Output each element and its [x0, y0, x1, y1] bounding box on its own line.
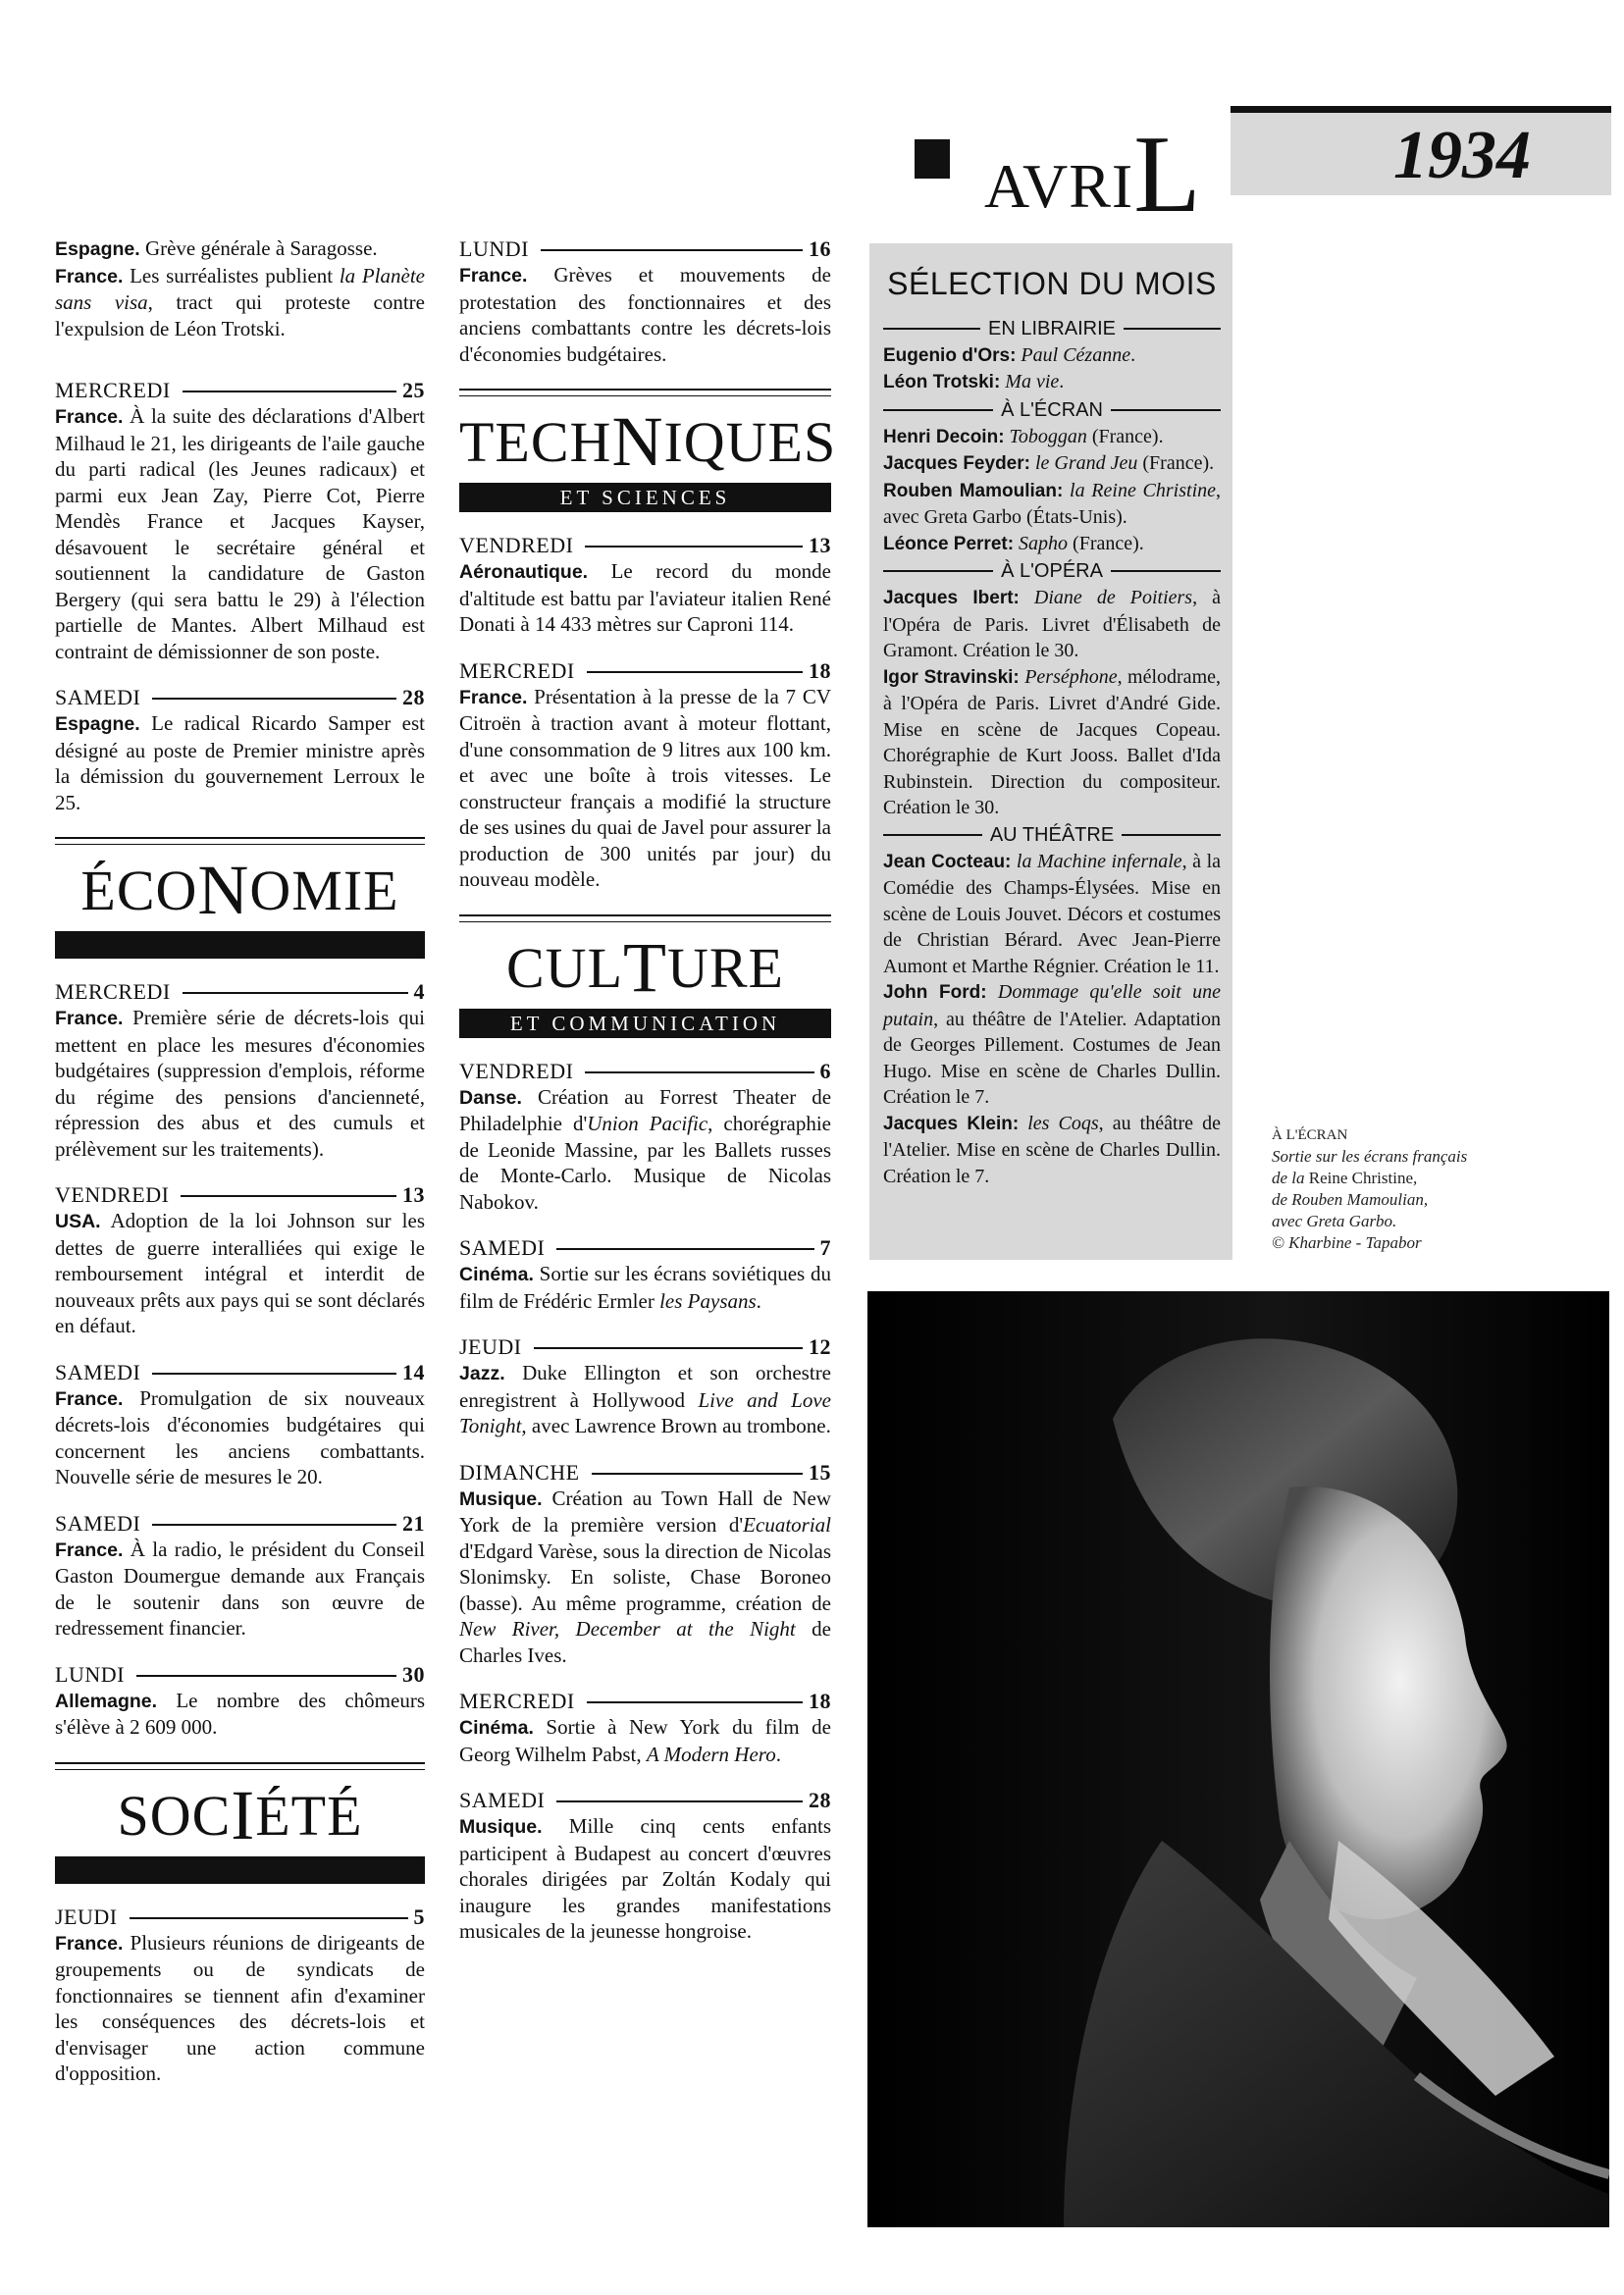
- day-number: 15: [809, 1459, 831, 1485]
- selection-item: John Ford: Dommage qu'elle soit une putain, au théâtre de l'Atelier. Adaptation de Georges Pillement. Costumes de Jean Hugo. Mise en scène de Charles Dullin. Création le 7.: [883, 981, 1222, 1108]
- calendar-entry: [55, 235, 425, 341]
- day-number: 18: [809, 657, 831, 683]
- caption-line: avec Greta Garbo.: [1272, 1212, 1397, 1230]
- photo-caption: [1272, 1124, 1605, 1254]
- date-rule: [183, 391, 396, 392]
- selection-item: Léon Trotski: Ma vie.: [883, 371, 1065, 392]
- calendar-entry: [55, 1661, 425, 1741]
- techniques-entries: [459, 532, 831, 893]
- date-rule: [152, 1524, 396, 1526]
- day-label: DIMANCHE: [459, 1459, 580, 1485]
- date-heading: [459, 1333, 831, 1360]
- entry-text: USA. Adoption de la loi Johnson sur les dettes de guerre interalliées qui exige le remboursement intégral et interdit de nouveaux prêts aux pays qui se sont déclarés en défaut.: [55, 1209, 425, 1337]
- subheading-label: EN LIBRAIRIE: [987, 317, 1117, 339]
- date-rule: [152, 1373, 396, 1375]
- day-label: VENDREDI: [459, 1058, 574, 1083]
- date-heading: [459, 235, 831, 262]
- calendar-entry: [55, 684, 425, 815]
- calendar-entry: [55, 1904, 425, 2087]
- date-rule: [585, 546, 803, 548]
- date-heading: [459, 657, 831, 684]
- day-number: 30: [402, 1661, 425, 1687]
- portrait-photo: [867, 1291, 1609, 2227]
- calendar-entry: [459, 1459, 831, 1669]
- date-heading: [55, 1359, 425, 1385]
- calendar-entry: [459, 532, 831, 638]
- selection-subheading: [883, 317, 1221, 340]
- date-rule: [585, 1071, 813, 1073]
- year-title: 1934: [1393, 118, 1531, 193]
- entry-text: France. À la suite des déclarations d'Albert Milhaud le 21, les dirigeants de l'aile gauche du parti radical (les Jeunes radicaux) et parmi eux Jean Zay, Pierre Cot, Pierre Mendès France et Jacques Kayser, désavouent le secrétaire général et soutiennent la candidature de Gaston Bergery (qui sera battu le 29) à l'élection partielle de Mantes. Albert Milhaud est contraint de démissionner de son poste.: [55, 404, 425, 663]
- subheading-label: À L'OPÉRA: [1001, 560, 1103, 582]
- date-rule: [587, 671, 803, 673]
- calendar-entry: [459, 1234, 831, 1314]
- selection-subheading: [883, 398, 1221, 422]
- selection-item: Léonce Perret: Sapho (France).: [883, 532, 1144, 554]
- column-2-top-entries: [459, 235, 831, 367]
- selection-item: Eugenio d'Ors: Paul Cézanne.: [883, 343, 1136, 366]
- portrait-illustration: [867, 1291, 1609, 2227]
- selection-subheading: [883, 823, 1221, 847]
- date-heading: [55, 1661, 425, 1688]
- date-rule: [587, 1701, 803, 1703]
- day-number: 18: [809, 1689, 831, 1713]
- selection-groups: [883, 317, 1221, 1190]
- day-label: SAMEDI: [459, 1235, 546, 1260]
- subheading-label: AU THÉÂTRE: [989, 823, 1115, 846]
- societe-entries: [55, 1904, 425, 2087]
- calendar-entry: [55, 1359, 425, 1490]
- selection-item: Jacques Feyder: le Grand Jeu (France).: [883, 452, 1215, 474]
- day-number: 25: [402, 378, 425, 402]
- section-culture: [459, 914, 831, 1038]
- calendar-entry: [459, 1333, 831, 1439]
- subheading-label: À L'ÉCRAN: [1001, 398, 1103, 421]
- section-title-societe: SOCIÉTÉ: [117, 1775, 363, 1854]
- date-heading: [459, 1058, 831, 1084]
- entry-text: Aéronautique. Le record du monde d'altitude est battu par l'aviateur italien René Donati à 14 433 mètres sur Caproni 114.: [459, 559, 832, 636]
- calendar-entry: [55, 1510, 425, 1642]
- day-label: MERCREDI: [459, 1689, 575, 1713]
- subheading-rule: [1111, 409, 1221, 411]
- month-title: AVRIL: [984, 114, 1202, 235]
- day-label: MERCREDI: [55, 378, 171, 402]
- column-1: [55, 235, 425, 2107]
- column-1-top-entries: [55, 235, 425, 815]
- date-rule: [136, 1675, 396, 1677]
- day-number: 21: [402, 1510, 425, 1536]
- header-black-square: [915, 139, 950, 179]
- date-heading: [459, 532, 831, 558]
- date-rule: [534, 1347, 803, 1349]
- day-label: VENDREDI: [55, 1182, 170, 1207]
- calendar-entry: [55, 377, 425, 664]
- subheading-rule: [1122, 834, 1221, 836]
- day-label: LUNDI: [459, 236, 529, 261]
- subheading-rule: [883, 409, 993, 411]
- entry-text: France. Grèves et mouvements de protestation des fonctionnaires et des anciens combattants contre les décrets-lois d'économies budgétaires.: [459, 263, 831, 366]
- header-rule: [1231, 106, 1611, 113]
- entry-text: Danse. Création au Forrest Theater de Philadelphie d'Union Pacific, chorégraphie de Leonide Massine, par les Ballets russes de Monte-Carlo. Musique de Nicolas Nabokov.: [459, 1084, 832, 1214]
- section-bar: [55, 931, 425, 959]
- date-heading: [459, 1787, 831, 1813]
- selection-item: Igor Stravinski: Perséphone, mélodrame, à l'Opéra de Paris. Livret d'André Gide. Mise en scène de Jacques Copeau. Chorégraphie de Kurt Jooss. Ballet d'Ida Rubinstein. Direction du compositeur. Création le 30.: [883, 665, 1221, 818]
- date-heading: [55, 1510, 425, 1537]
- caption-line: de Rouben Mamoulian,: [1272, 1190, 1429, 1209]
- entry-text: Cinéma. Sortie sur les écrans soviétiques du film de Frédéric Ermler les Paysans.: [459, 1262, 831, 1313]
- calendar-entry: [459, 235, 831, 367]
- caption-heading: À L'ÉCRAN: [1272, 1127, 1348, 1143]
- day-number: 28: [402, 685, 425, 709]
- column-2: [459, 235, 837, 1964]
- date-heading: [55, 377, 425, 403]
- entry-text: Musique. Création au Town Hall de New York de la première version d'Ecuatorial d'Edgard Varèse, sous la direction de Nicolas Slonimsky. En soliste, Chase Boroneo (basse). Au même programme, création de New River, December at the Night de Charles Ives.: [459, 1486, 832, 1667]
- calendar-entry: [459, 1058, 831, 1216]
- day-label: SAMEDI: [459, 1788, 546, 1812]
- day-number: 5: [413, 1904, 425, 1929]
- day-number: 14: [402, 1359, 425, 1384]
- selection-item: Jacques Ibert: Diane de Poitiers, à l'Opéra de Paris. Livret d'Élisabeth de Gramont. Création le 30.: [883, 587, 1222, 661]
- entry-text: Allemagne. Le nombre des chômeurs s'élève à 2 609 000.: [55, 1688, 426, 1739]
- selection-item: Henri Decoin: Toboggan (France).: [883, 425, 1164, 447]
- subheading-rule: [1124, 328, 1221, 330]
- entry-text: Jazz. Duke Ellington et son orchestre enregistrent à Hollywood Live and Love Tonight, avec Lawrence Brown au trombone.: [459, 1361, 832, 1437]
- entry-text: Espagne. Le radical Ricardo Samper est désigné au poste de Premier ministre après la démission du gouvernement Lerroux le 25.: [55, 711, 426, 814]
- date-heading: [55, 978, 425, 1005]
- date-heading: [459, 1234, 831, 1261]
- day-label: JEUDI: [459, 1334, 522, 1359]
- calendar-entry: [459, 1787, 831, 1945]
- entry-text: France. Première série de décrets-lois qui mettent en place les mesures d'économies budgétaires (suppression d'emplois, réforme du régime des pensions d'ancienneté, répression des abus et des cumuls et prélèvement sur les traitements).: [55, 1006, 426, 1161]
- entry-text: France. À la radio, le président du Conseil Gaston Doumergue demande aux Français de le soutenir dans son œuvre de redressement financier.: [55, 1537, 425, 1640]
- caption-line: de la Reine Christine,: [1272, 1169, 1418, 1187]
- date-heading: [55, 684, 425, 710]
- date-heading: [55, 1181, 425, 1208]
- selection-subheading: [883, 559, 1221, 583]
- day-number: 28: [809, 1788, 831, 1812]
- section-subtitle-sciences: ET SCIENCES: [459, 483, 831, 512]
- date-rule: [541, 249, 803, 251]
- economie-entries: [55, 978, 425, 1741]
- section-title-culture: CULTURE: [506, 927, 784, 1007]
- day-label: SAMEDI: [55, 1359, 141, 1384]
- date-heading: [459, 1459, 831, 1486]
- date-rule: [556, 1800, 803, 1802]
- entry-text: France. Présentation à la presse de la 7 CV Citroën à traction avant à moteur flottant, d'une consommation de 9 litres aux 100 km. et avec une boîte à trois vitesses. Le constructeur français a modifié la structure de ses usines du quai de Javel pour assurer la production de 300 unités par jour) du nouveau modèle.: [459, 684, 831, 891]
- day-label: JEUDI: [55, 1904, 118, 1929]
- date-rule: [556, 1248, 813, 1250]
- day-number: 4: [413, 979, 425, 1004]
- subheading-rule: [883, 834, 982, 836]
- entry-text: France. Promulgation de six nouveaux décrets-lois d'économies budgétaires qui concernent les anciens combattants. Nouvelle série de mesures le 20.: [55, 1385, 425, 1488]
- calendar-entry: [459, 657, 831, 893]
- subheading-rule: [1111, 570, 1221, 572]
- calendar-entry: [459, 1688, 831, 1767]
- day-label: MERCREDI: [459, 657, 575, 683]
- culture-entries: [459, 1058, 831, 1945]
- entry-text: Cinéma. Sortie à New York du film de Georg Wilhelm Pabst, A Modern Hero.: [459, 1715, 831, 1766]
- section-subtitle-communication: ET COMMUNICATION: [459, 1009, 831, 1038]
- date-rule: [592, 1473, 803, 1475]
- day-number: 16: [809, 236, 831, 261]
- day-number: 13: [809, 533, 831, 557]
- subheading-rule: [883, 570, 993, 572]
- section-economie: [55, 837, 425, 959]
- date-rule: [183, 992, 408, 994]
- day-number: 7: [819, 1235, 831, 1260]
- date-heading: [459, 1688, 831, 1714]
- day-number: 12: [809, 1334, 831, 1359]
- entry-text: Musique. Mille cinq cents enfants participent à Budapest au concert d'œuvres chorales dirigées par Zoltán Kodaly qui inaugure les grandes manifestations musicales de la jeunesse hongroise.: [459, 1814, 831, 1943]
- day-label: MERCREDI: [55, 979, 171, 1004]
- section-title-techniques: TECHNIQUES: [459, 402, 837, 481]
- date-heading: [55, 1904, 425, 1930]
- entry-text: Espagne. Grève générale à Saragosse. France. Les surréalistes publient la Planète sans visa, tract qui proteste contre l'expulsion de Léon Trotski.: [55, 236, 425, 340]
- date-rule: [130, 1917, 408, 1919]
- day-number: 13: [402, 1182, 425, 1207]
- date-rule: [152, 698, 396, 700]
- day-label: LUNDI: [55, 1661, 125, 1687]
- section-techniques: [459, 389, 837, 512]
- day-number: 6: [819, 1058, 831, 1083]
- caption-credit: © Kharbine - Tapabor: [1272, 1233, 1422, 1252]
- selection-title: SÉLECTION DU MOIS: [887, 266, 1217, 301]
- selection-du-mois-box: [869, 243, 1232, 1260]
- selection-item: Jean Cocteau: la Machine infernale, à la Comédie des Champs-Élysées. Mise en scène de Louis Jouvet. Décors et costumes de Christian Bérard. Avec Jean-Pierre Aumont et Marthe Régnier. Création le 11.: [883, 850, 1222, 977]
- selection-item: Jacques Klein: les Coqs, au théâtre de l'Atelier. Mise en scène de Charles Dullin. Création le 7.: [883, 1112, 1221, 1187]
- calendar-entry: [55, 1181, 425, 1339]
- day-label: VENDREDI: [459, 533, 574, 557]
- day-label: SAMEDI: [55, 1510, 141, 1536]
- caption-line: Sortie sur les écrans français: [1272, 1147, 1468, 1166]
- entry-text: France. Plusieurs réunions de dirigeants de groupements ou de syndicats de fonctionnaires se tiennent afin d'examiner les conséquences des décrets-lois et d'envisager une action commune d'opposition.: [55, 1930, 426, 2085]
- section-title-economie: ÉCONOMIE: [80, 851, 399, 929]
- day-label: SAMEDI: [55, 685, 141, 709]
- subheading-rule: [883, 328, 980, 330]
- calendar-entry: [55, 978, 425, 1162]
- section-bar: [55, 1856, 425, 1884]
- date-rule: [181, 1195, 396, 1197]
- section-societe: [55, 1762, 425, 1884]
- selection-item: Rouben Mamoulian: la Reine Christine, avec Greta Garbo (États-Unis).: [883, 479, 1221, 528]
